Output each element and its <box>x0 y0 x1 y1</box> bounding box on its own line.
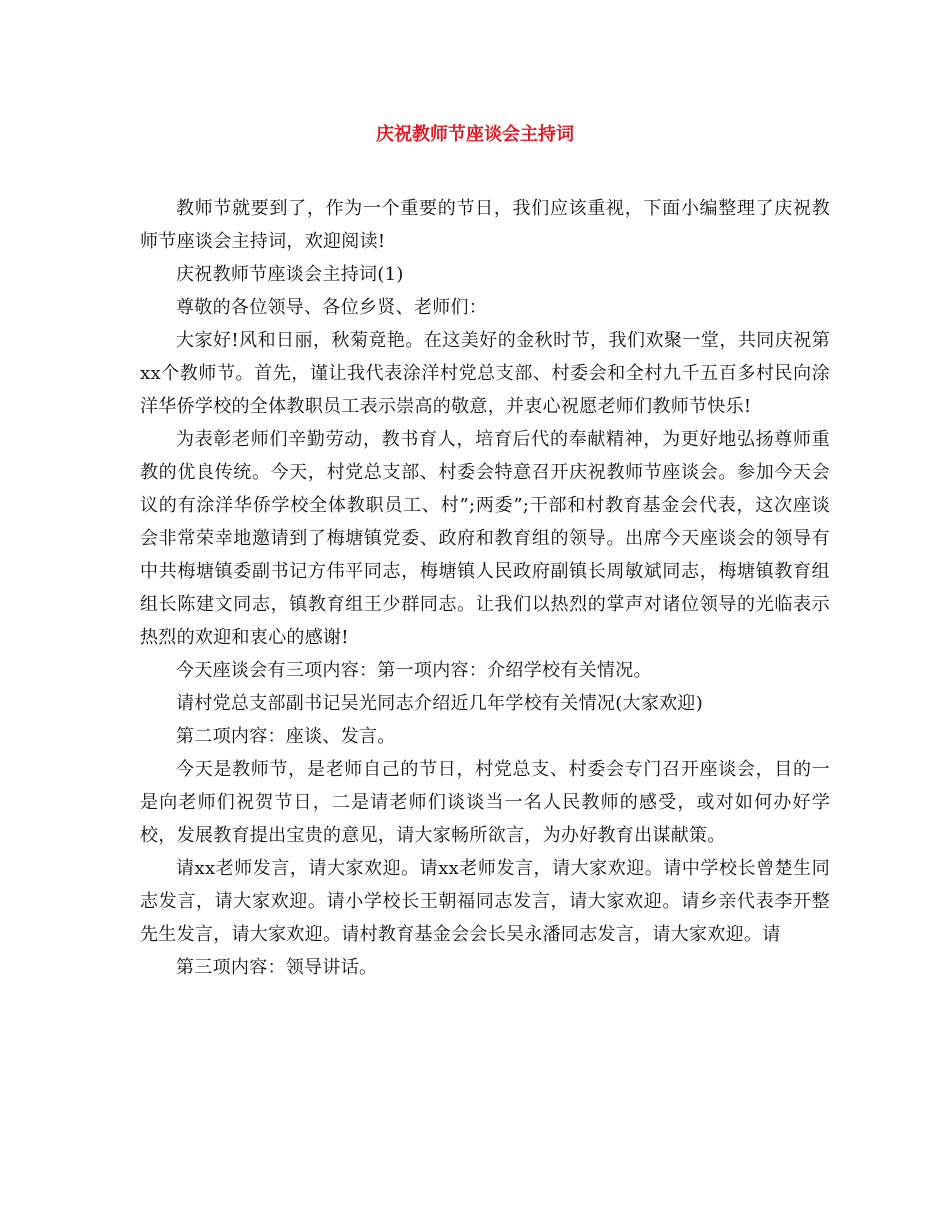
document-title: 庆祝教师节座谈会主持词 <box>376 124 574 145</box>
paragraph: 今天座谈会有三项内容：第一项内容：介绍学校有关情况。 <box>176 660 652 681</box>
paragraph: 庆祝教师节座谈会主持词(1) <box>176 264 404 285</box>
paragraph: 第三项内容：领导讲话。 <box>176 957 378 978</box>
document-body <box>140 192 830 984</box>
paragraph: 为表彰老师们辛勤劳动，教书育人，培育后代的奉献精神，为更好地弘扬尊师重教的优良传统。今天，村党总支部、村委会特意召开庆祝教师节座谈会。参加今天会议的有涂洋华侨学校全体教职员工、村”;两委”;干部和村教育基金会代表，这次座谈会非常荣幸地邀请到了梅塘镇党委、政府和教育组的领导。出席今天座谈会的领导有中共梅塘镇委副书记方伟平同志，梅塘镇人民政府副镇长周敏斌同志，梅塘镇教育组组长陈建文同志，镇教育组王少群同志。让我们以热烈的掌声对诸位领导的光临表示热烈的欢迎和衷心的感谢! <box>140 429 830 648</box>
paragraph: 今天是教师节，是老师自己的节日，村党总支、村委会专门召开座谈会，目的一是向老师们祝贺节日，二是请老师们谈谈当一名人民教师的感受，或对如何办好学校，发展教育提出宝贵的意见，请大家畅所欲言，为办好教育出谋献策。 <box>140 759 830 846</box>
paragraph: 大家好!风和日丽，秋菊竟艳。在这美好的金秋时节，我们欢聚一堂，共同庆祝第xx个教师节。首先，谨让我代表涂洋村党总支部、村委会和全村九千五百多村民向涂洋华侨学校的全体教职员工表示崇高的敬意，并衷心祝愿老师们教师节快乐! <box>140 330 830 417</box>
paragraph: 请村党总支部副书记吴光同志介绍近几年学校有关情况(大家欢迎) <box>176 693 704 714</box>
paragraph: 第二项内容：座谈、发言。 <box>176 726 396 747</box>
paragraph: 教师节就要到了，作为一个重要的节日，我们应该重视，下面小编整理了庆祝教师节座谈会主持词，欢迎阅读! <box>140 198 830 252</box>
paragraph: 请xx老师发言，请大家欢迎。请xx老师发言，请大家欢迎。请中学校长曾楚生同志发言，请大家欢迎。请小学校长王朝福同志发言，请大家欢迎。请乡亲代表李开整先生发言，请大家欢迎。请村教育基金会会长吴永潘同志发言，请大家欢迎。请 <box>140 858 830 945</box>
paragraph: 尊敬的各位领导、各位乡贤、老师们： <box>176 297 488 318</box>
